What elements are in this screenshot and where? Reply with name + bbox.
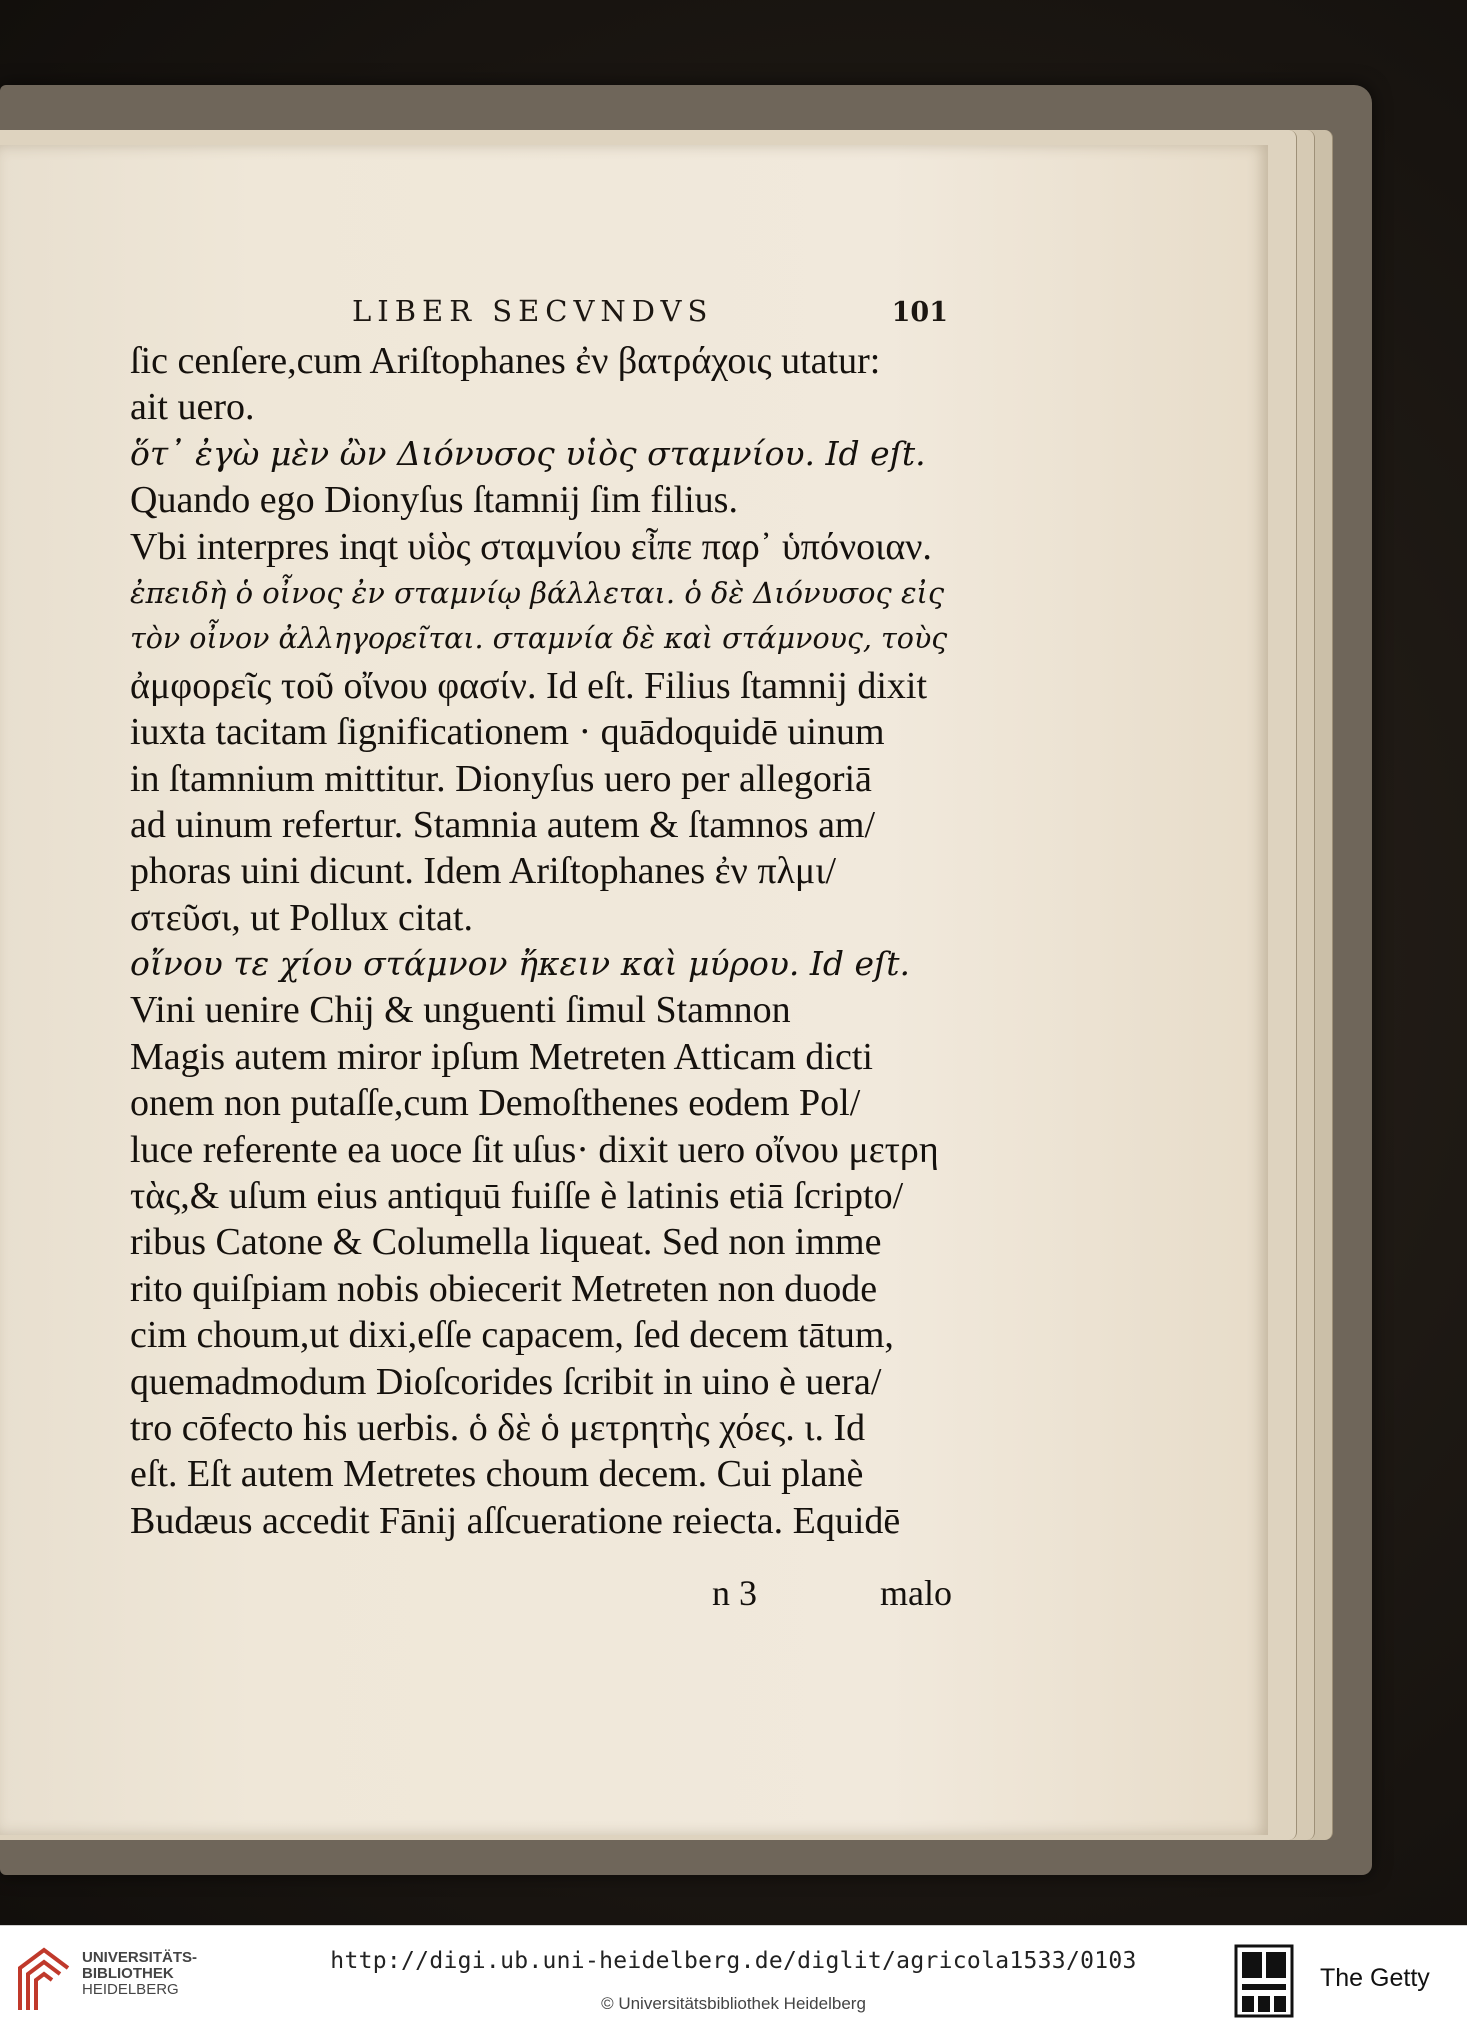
partner-name: The Getty (1320, 1964, 1430, 1992)
text-line: ſic cenſere,cum Ariſtophanes ἐν βατράχοις utatur: (130, 340, 881, 382)
getty-logo-icon (1234, 1944, 1294, 2018)
text-line: στεῦσι, ut Pollux citat. (130, 896, 473, 939)
text-line: Quando ego Dionyſus ſtamnij ſim filius. (130, 479, 738, 522)
folio-number: 101 (891, 297, 948, 328)
running-head (352, 288, 948, 328)
text-line: τὰς,& uſum eius antiquū fuiſſe è latinis etiā ſcripto/ (130, 1175, 904, 1218)
institution-name: UNIVERSITÄTS- BIBLIOTHEK HEIDELBERG (82, 1949, 198, 1998)
text-line: eſt. Eſt autem Metretes choum decem. Cui planè (130, 1453, 864, 1496)
text-line: ad uinum refertur. Stamnia autem & ſtamnos am/ (130, 803, 876, 846)
copyright-notice: © Universitätsbibliothek Heidelberg (601, 1994, 866, 2013)
signature-line (712, 1572, 952, 1614)
text-line: phoras uini dicunt. Idem Ariſtophanes ἐν πλμι/ (130, 850, 837, 893)
text-line: ἀμφορεῖς τοῦ οἴνου φασίν. Id eſt. Filius ſtamnij dixit (130, 664, 927, 707)
signature-mark: n 3 (712, 1573, 757, 1613)
text-line: quemadmodum Dioſcorides ſcribit in uino è uera/ (130, 1360, 882, 1403)
text-line: Vini uenire Chij & unguenti ſimul Stamnon (130, 989, 791, 1032)
catchword: malo (880, 1573, 952, 1613)
running-title: LIBER SECVNDVS (352, 294, 714, 328)
text-line: in ſtamnium mittitur. Dionyſus uero per allegoriā (130, 757, 872, 800)
text-line: ὅτ᾽ ἐγὼ μὲν ὢν Διόνυσος υἱὸς σταμνίου. Id eſt. (130, 433, 926, 473)
page-url-link[interactable]: http://digi.ub.uni-heidelberg.de/diglit/agricola1533/0103 (330, 1948, 1137, 1974)
text-line: ait uero. (130, 386, 255, 429)
text-line: τὸν οἶνον ἀλληγορεῖται. σταμνία δὲ καὶ στάμνους, τοὺς (130, 622, 948, 656)
text-line: ribus Catone & Columella liqueat. Sed non imme (130, 1221, 882, 1264)
text-line: Magis autem miror ipſum Metreten Atticam dicti (130, 1035, 873, 1078)
footer-bar (0, 1925, 1467, 2031)
text-line: Budæus accedit Fānij aſſcueratione reiecta. Equidē (130, 1499, 901, 1542)
text-line: ἐπειδὴ ὁ οἶνος ἐν σταμνίῳ βάλλεται. ὁ δὲ Διόνυσος εἰς (130, 575, 945, 610)
text-line: luce referente ea uoce ſit uſus· dixit uero οἴνου μετρη (130, 1128, 939, 1171)
text-line: iuxta tacitam ſignificationem · quādoquidē uinum (130, 711, 885, 754)
text-line: Vbi interpres inqt υἱὸς σταμνίου εἶπε παρ᾽ ὑπόνοιαν. (130, 525, 932, 568)
text-line: rito quiſpiam nobis obiecerit Metreten non duode (130, 1267, 878, 1310)
text-line: onem non putaſſe,cum Demoſthenes eodem Pol/ (130, 1082, 861, 1125)
text-line: tro cōfecto his uerbis. ὁ δὲ ὁ μετρητὴς χόες. ι. Id (130, 1406, 866, 1449)
text-block (130, 338, 950, 1544)
text-line: cim choum,ut dixi,eſſe capacem, ſed decem tātum, (130, 1314, 894, 1357)
text-line: οἴνου τε χίου στάμνον ἤκειν καὶ μύρου. Id eſt. (130, 944, 911, 984)
